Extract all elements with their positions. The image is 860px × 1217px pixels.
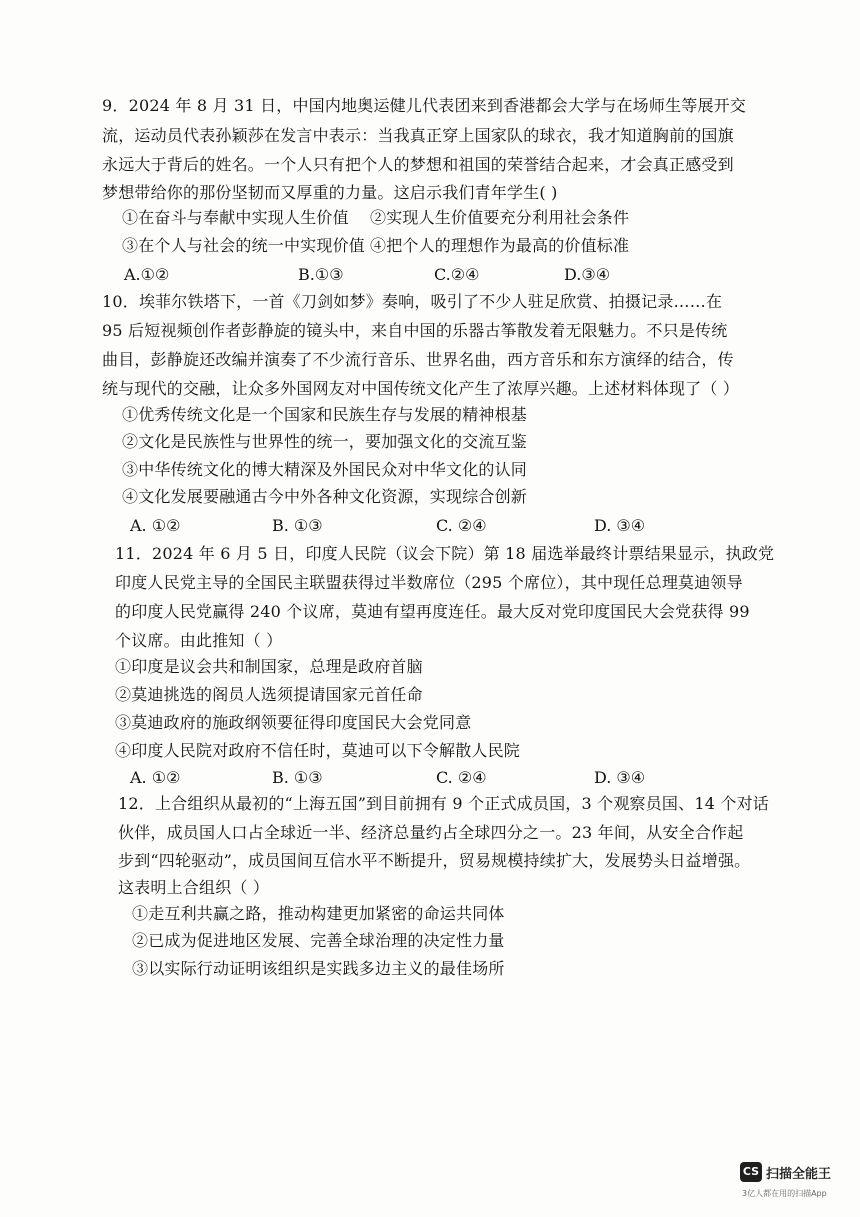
option-b[interactable]: B. ①③	[272, 516, 323, 535]
statement: ②实现人生价值要充分利用社会条件	[370, 208, 630, 227]
statement: ②已成为促进地区发展、完善全球治理的决定性力量	[132, 931, 505, 950]
statement: ①走互利共赢之路，推动构建更加紧密的命运共同体	[132, 904, 505, 923]
statement: ①印度是议会共和制国家，总理是政府首脑	[115, 657, 423, 676]
statement: ④印度人民院对政府不信任时，莫迪可以下令解散人民院	[115, 741, 521, 760]
option-d[interactable]: D.③④	[564, 265, 611, 284]
statement: ④文化发展要融通古今中外各种文化资源，实现综合创新	[122, 487, 528, 506]
watermark-app-name: 扫描全能王	[766, 1167, 832, 1182]
question-text-line: 9．2024 年 8 月 31 日，中国内地奥运健儿代表团来到香港都会大学与在场师生等展开交	[102, 96, 747, 115]
answer-options	[124, 265, 724, 285]
question-text-line: 统与现代的交融，让众多外国网友对中国传统文化产生了浓厚兴趣。上述材料体现了（ ）	[102, 379, 740, 398]
statement: ③莫迪政府的施政纲领要征得印度国民大会党同意	[115, 713, 472, 732]
option-b[interactable]: B.①③	[298, 265, 344, 284]
question-text-line: 11．2024 年 6 月 5 日，印度人民院（议会下院）第 18 届选举最终计票结果显示，执政党	[115, 544, 775, 563]
question-text-line: 95 后短视频创作者彭静旋的镜头中，来自中国的乐器古筝散发着无限魅力。不只是传统	[102, 321, 728, 340]
option-a[interactable]: A. ①②	[130, 768, 181, 787]
statement: ③中华传统文化的博大精深及外国民众对中华文化的认同	[122, 460, 528, 479]
question-text-line: 这表明上合组织（ ）	[118, 878, 270, 897]
option-d[interactable]: D. ③④	[594, 516, 646, 535]
camscanner-logo-icon: CS	[740, 1162, 762, 1182]
question-text-line: 流，运动员代表孙颖莎在发言中表示：当我真正穿上国家队的球衣，我才知道胸前的国旗	[102, 126, 734, 145]
statement: ②文化是民族性与世界性的统一，要加强文化的交流互鉴	[122, 432, 528, 451]
question-text-line: 伙伴，成员国人口占全球近一半、经济总量约占全球四分之一。23 年间，从安全合作起	[118, 823, 744, 842]
question-text-line: 步到“四轮驱动”，成员国间互信水平不断提升，贸易规模持续扩大，发展势头日益增强。	[118, 851, 751, 870]
option-d[interactable]: D. ③④	[594, 768, 646, 787]
option-a[interactable]: A.①②	[124, 265, 170, 284]
question-text-line: 12．上合组织从最初的“上海五国”到目前拥有 9 个正式成员国，3 个观察员国、14 个对话	[118, 794, 769, 813]
statement: ③以实际行动证明该组织是实践多边主义的最佳场所	[132, 959, 505, 978]
question-text-line: 曲目，彭静旋还改编并演奏了不少流行音乐、世界名曲，西方音乐和东方演绎的结合，传	[102, 350, 734, 369]
question-text-line: 10．埃菲尔铁塔下，一首《刀剑如梦》奏响，吸引了不少人驻足欣赏、拍摄记录……在	[102, 292, 723, 311]
question-text-line: 印度人民党主导的全国民主联盟获得过半数席位（295 个席位），其中现任总理莫迪领导	[115, 573, 743, 592]
question-text-line: 的印度人民党赢得 240 个议席，莫迪有望再度连任。最大反对党印度国民大会党获得 99	[115, 602, 750, 621]
answer-options	[130, 768, 730, 788]
watermark-tagline: 3亿人都在用的扫描App	[742, 1189, 827, 1198]
question-text-line: 个议席。由此推知（ ）	[115, 631, 283, 650]
statement: ④把个人的理想作为最高的价值标准	[370, 236, 630, 255]
option-a[interactable]: A. ①②	[130, 516, 181, 535]
question-text-line: 永远大于背后的姓名。一个人只有把个人的梦想和祖国的荣誉结合起来，才会真正感受到	[102, 155, 734, 174]
statement: ②莫迪挑选的阁员人选须提请国家元首任命	[115, 685, 423, 704]
option-c[interactable]: C.②④	[434, 265, 480, 284]
statement: ③在个人与社会的统一中实现价值	[122, 236, 366, 255]
question-text-line: 梦想带给你的那份坚韧而又厚重的力量。这启示我们青年学生( )	[102, 183, 558, 202]
option-b[interactable]: B. ①③	[272, 768, 323, 787]
scanner-watermark	[740, 1160, 850, 1206]
statement: ①在奋斗与奉献中实现人生价值	[122, 208, 349, 227]
statement: ①优秀传统文化是一个国家和民族生存与发展的精神根基	[122, 405, 528, 424]
option-c[interactable]: C. ②④	[436, 516, 487, 535]
answer-options	[130, 516, 730, 536]
option-c[interactable]: C. ②④	[436, 768, 487, 787]
